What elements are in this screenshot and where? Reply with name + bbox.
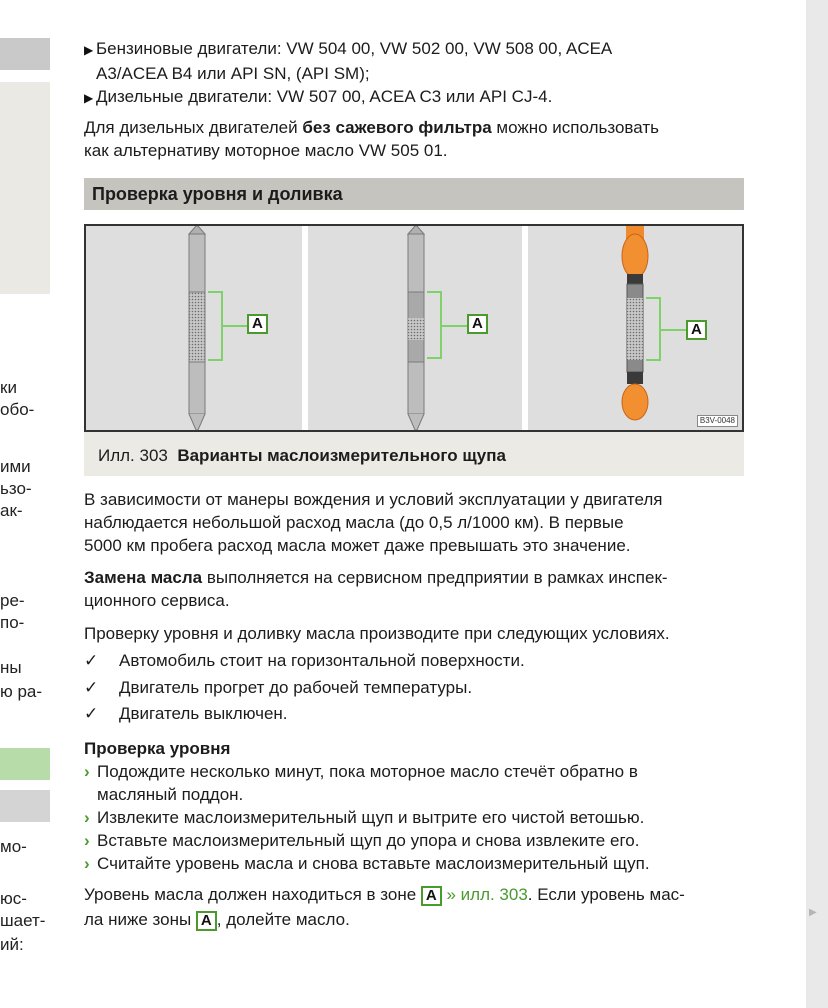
left-page-text: ьзо- bbox=[0, 479, 32, 498]
zone-a-label: A bbox=[467, 314, 488, 334]
left-page-text: шает- bbox=[0, 911, 46, 930]
checkmark-icon: ✓ bbox=[84, 677, 99, 697]
left-page-gray-bar bbox=[0, 790, 50, 822]
left-page-text: ими bbox=[0, 457, 31, 476]
triangle-bullet-icon: ▶ bbox=[84, 91, 94, 105]
continue-arrow-icon: ▶ bbox=[809, 907, 817, 918]
left-page-text: обо- bbox=[0, 400, 35, 419]
left-page-text: мо- bbox=[0, 837, 27, 856]
dipstick-figure bbox=[84, 224, 744, 432]
condition-item: ✓ Двигатель прогрет до рабочей температуры. bbox=[84, 675, 784, 702]
engine-list bbox=[84, 37, 784, 110]
figure-code: B3V-0048 bbox=[697, 415, 738, 427]
consumption-paragraph: В зависимости от манеры вождения и условий эксплуатации у двигателя наблюдается небольшой расход масла (до 0,5 л/1000 км). В первые 5000 км пробега расход масла может даже превышать это значение. bbox=[84, 490, 663, 555]
list-item: ▶ Бензиновые двигатели: VW 504 00, VW 502 00, VW 508 00, ACEA bbox=[84, 37, 784, 62]
step-item: › Извлеките маслоизмерительный щуп и вытрите его чистой ветошью. bbox=[84, 808, 645, 827]
left-page-note-box bbox=[0, 82, 50, 294]
diesel-note: Для дизельных двигателей без сажевого фильтра можно использовать как альтернативу моторное масло VW 505 01. bbox=[84, 118, 659, 160]
chevron-right-icon: › bbox=[84, 854, 90, 873]
triangle-bullet-icon: ▶ bbox=[84, 43, 94, 57]
conditions-list bbox=[84, 648, 784, 728]
dipstick-2 bbox=[408, 226, 468, 430]
section-title: Проверка уровня и доливка bbox=[84, 178, 744, 210]
checkmark-icon: ✓ bbox=[84, 651, 99, 670]
page-edge bbox=[806, 0, 828, 1008]
dipstick-3 bbox=[622, 226, 687, 420]
left-page-text: юс- bbox=[0, 889, 27, 908]
left-page-text: ки bbox=[0, 378, 17, 397]
chevron-right-icon: › bbox=[84, 808, 90, 827]
left-page-green-bar bbox=[0, 748, 50, 780]
zone-a-ref: A bbox=[196, 911, 217, 931]
final-paragraph: Уровень масла должен находиться в зоне A » илл. 303. Если уровень мас- ла ниже зоны A , долейте масло. bbox=[84, 885, 685, 929]
zone-a-ref: A bbox=[421, 886, 442, 906]
left-page-text: по- bbox=[0, 613, 25, 632]
list-item-continuation: A3/ACEA B4 или API SN, (API SM); bbox=[96, 64, 370, 83]
chevron-right-icon: › bbox=[84, 831, 90, 850]
caption-title: Варианты маслоизмерительного щупа bbox=[177, 446, 506, 465]
zone-a-label: A bbox=[247, 314, 268, 334]
manual-page bbox=[62, 0, 817, 1008]
step-item: › Подождите несколько минут, пока моторное масло стечёт обратно в bbox=[84, 762, 638, 781]
step-item-continuation: масляный поддон. bbox=[97, 785, 244, 804]
level-check-title: Проверка уровня bbox=[84, 739, 231, 758]
condition-item: ✓ Автомобиль стоит на горизонтальной поверхности. bbox=[84, 648, 784, 675]
figure-caption bbox=[84, 432, 744, 476]
conditions-intro: Проверку уровня и доливку масла производите при следующих условиях. bbox=[84, 624, 670, 643]
left-page-text: ны bbox=[0, 658, 22, 677]
dipstick-1 bbox=[189, 226, 248, 430]
chevron-right-icon: › bbox=[84, 762, 90, 781]
left-page-text: ак- bbox=[0, 501, 23, 520]
left-page-header-bar bbox=[0, 38, 50, 70]
checkmark-icon: ✓ bbox=[84, 704, 99, 723]
step-item: › Считайте уровень масла и снова вставьте маслоизмерительный щуп. bbox=[84, 854, 650, 873]
left-page-fragment bbox=[0, 0, 62, 1008]
oil-change-paragraph: Замена масла выполняется на сервисном предприятии в рамках инспек- ционного сервиса. bbox=[84, 568, 668, 610]
condition-item: ✓ Двигатель выключен. bbox=[84, 701, 784, 728]
step-item: › Вставьте маслоизмерительный щуп до упора и снова извлеките его. bbox=[84, 831, 640, 850]
dipstick-drawings bbox=[86, 226, 742, 430]
zone-a-label: A bbox=[686, 320, 707, 340]
list-item: ▶ Дизельные двигатели: VW 507 00, ACEA C3 или API CJ-4. bbox=[84, 85, 784, 110]
left-page-text: ю ра- bbox=[0, 682, 43, 701]
left-page-text: ий: bbox=[0, 935, 24, 954]
left-page-text: ре- bbox=[0, 591, 25, 610]
caption-number: Илл. 303 bbox=[98, 446, 168, 465]
level-check-section bbox=[84, 737, 784, 875]
figure-link[interactable]: » илл. 303 bbox=[441, 885, 528, 904]
